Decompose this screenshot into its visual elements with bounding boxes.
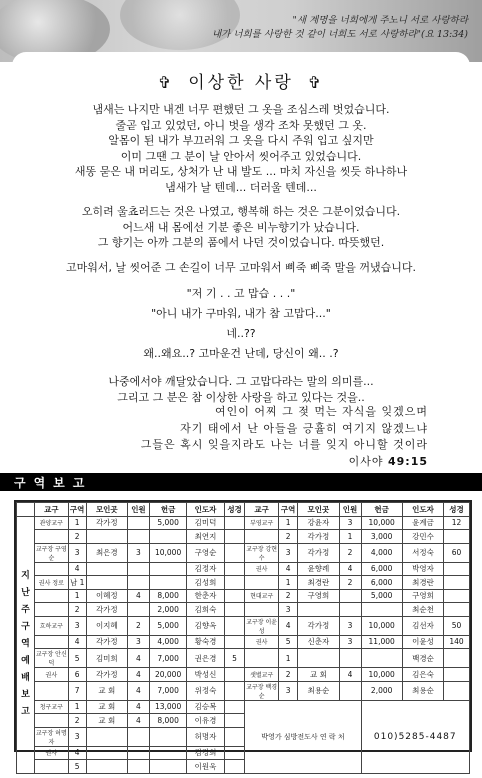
report-cell [224,714,245,728]
report-row [17,589,470,603]
report-cell: 교구장 이윤성 [245,616,279,635]
report-cell [224,589,245,603]
report-cell: 13,000 [149,700,186,714]
report-cell: 5,000 [149,616,186,635]
report-row [17,603,470,617]
report-row [17,576,470,590]
report-cell: 최용순 [402,681,443,700]
report-cell [224,516,245,530]
report-cell [35,562,69,576]
report-title: 구역보고 [14,476,93,490]
report-cell [245,649,279,668]
report-cell: 4,000 [361,543,402,562]
report-cell: 관양교구 [35,516,69,530]
report-cell: 140 [444,635,470,649]
bible-verse [60,404,428,470]
report-cell [127,576,149,590]
report-cell: 5 [278,635,297,649]
report-row [17,681,470,700]
story-body [20,102,462,414]
report-cell: 5,000 [149,516,186,530]
report-cell: 5,000 [361,589,402,603]
report-cell: 각가정 [86,635,127,649]
report-cell [298,603,339,617]
report-cell: 박성신 [187,668,224,682]
report-cell [224,616,245,635]
report-cell [149,727,186,746]
report-cell: 7,000 [149,649,186,668]
report-cell: 1 [68,589,86,603]
bible-book: 이사야 [348,454,384,468]
report-cell: 3 [339,635,361,649]
report-cell: 3 [278,543,297,562]
report-cell [224,746,245,760]
report-cell: 신춘자 [298,635,339,649]
report-cell: 김향옥 [187,616,224,635]
report-row [17,562,470,576]
report-cell [86,727,127,746]
report-cell: 남 1 [68,576,86,590]
report-cell: 교 회 [86,714,127,728]
report-cell: 4 [68,746,86,760]
story-dialogue [20,284,462,364]
report-cell [339,681,361,700]
report-cell [149,562,186,576]
dialogue-line: "아니 내가 구마워, 내가 참 고맙다..." [151,307,331,320]
header-verse [168,14,468,42]
report-cell [35,635,69,649]
report-cell: 부영교구 [245,516,279,530]
report-cell [444,603,470,617]
report-cell: 4 [127,700,149,714]
report-cell: 흐하교구 [35,616,69,635]
report-cell [86,530,127,544]
report-cell: 3 [68,616,86,635]
report-cell: 한춘자 [187,589,224,603]
report-cell: 김승복 [187,700,224,714]
col-header: 헌금 [149,503,186,517]
report-cell: 각가정 [298,616,339,635]
report-cell: 교구장 구영순 [35,543,69,562]
report-cell [127,516,149,530]
report-cell [127,760,149,774]
report-cell: 2 [278,668,297,682]
story-paragraph [20,102,462,195]
report-row [17,616,470,635]
report-cell: 3 [127,543,149,562]
report-cell: 4 [127,589,149,603]
story-line: 고마워서, 날 씻어준 그 손길이 너무 고마워서 삐죽 삐죽 말을 꺼냈습니다. [65,260,417,274]
report-cell [361,649,402,668]
report-cell: 4 [68,562,86,576]
report-cell: 2 [68,714,86,728]
report-cell: 각가정 [86,668,127,682]
report-cell: 최순천 [402,603,443,617]
report-cell: 3 [68,543,86,562]
report-cell: 1 [68,516,86,530]
report-cell: 최연지 [187,530,224,544]
report-cell [224,760,245,774]
report-cell: 6 [68,668,86,682]
story-line: 그리고 그 분은 참 이상한 사랑을 하고 있다는 것을.. [117,390,365,404]
report-cell: 4 [278,562,297,576]
report-cell: 4 [127,668,149,682]
report-cell: 최용순 [298,681,339,700]
story-line: 냄새가 날 텐데... 더러울 텐데... [165,180,317,194]
report-cell: 5 [224,649,245,668]
story-line: 나중에서야 깨달았습니다. 그 고맙다라는 말의 의미를... [108,375,374,388]
report-cell: 각가정 [298,530,339,544]
report-cell: 1 [278,576,297,590]
report-cell: 2,000 [361,681,402,700]
col-header: 구역 [68,503,86,517]
report-cell: 1 [278,516,297,530]
report-cell: 2 [68,603,86,617]
story-line: 냄새는 나지만 내겐 너무 편했던 그 옷을 조심스레 벗었습니다. [92,103,390,116]
report-cell [444,668,470,682]
report-cell: 이원욱 [187,760,224,774]
report-row [17,516,470,530]
report-cell: 4 [127,714,149,728]
report-row [17,635,470,649]
report-cell [35,714,69,728]
report-cell: 2 [278,589,297,603]
report-cell [86,746,127,760]
report-cell: 2 [68,530,86,544]
report-cell [86,576,127,590]
col-header: 인원 [127,503,149,517]
report-cell: 1 [68,700,86,714]
report-cell [127,746,149,760]
bible-reference [60,454,428,471]
report-cell: 2 [339,543,361,562]
report-cell [224,681,245,700]
report-cell [339,649,361,668]
story-line: 새똥 묻은 내 머리도, 상처가 난 내 발도 ... 마치 자신을 씻듯 하나하나 [74,165,408,178]
report-cell: 60 [444,543,470,562]
report-cell [224,603,245,617]
report-cell [245,576,279,590]
report-cell: 강민수 [402,530,443,544]
report-cell: 4 [278,616,297,635]
report-cell: 10,000 [361,516,402,530]
bible-line: 자기 태에서 난 아들을 긍휼히 여기지 않겠느냐 [180,421,428,435]
report-cell [127,727,149,746]
report-cell [298,649,339,668]
story-line: 알몸이 된 내가 부끄러워 그 옷을 다시 주워 입고 싶지만 [108,134,374,147]
story-line: 어느새 내 몸에선 기분 좋은 비누향기가 났습니다. [122,220,360,234]
report-cell: 김경희 [187,746,224,760]
report-cell [444,530,470,544]
col-header: 교구 [35,503,69,517]
report-cell: 구영순 [187,543,224,562]
story-line: 그 향기는 아까 그분의 품에서 나던 것이었습니다. 따뜻했던. [97,236,385,249]
report-cell: 서정숙 [402,543,443,562]
col-header: 모인곳 [86,503,127,517]
col-header: 인원 [339,503,361,517]
report-cell [35,760,69,774]
report-cell: 3 [278,603,297,617]
report-cell: 4 [127,681,149,700]
report-cell [444,562,470,576]
report-cell: 1 [339,530,361,544]
report-row [17,530,470,544]
report-row [17,700,470,714]
col-header: 교구 [245,503,279,517]
report-cell [444,576,470,590]
report-cell [224,727,245,746]
report-cell [35,589,69,603]
report-cell: 3 [278,681,297,700]
report-cell: 최은경 [86,543,127,562]
report-body [17,516,470,773]
report-cell: 7,000 [149,681,186,700]
story-line: 오히려 울쵸러드는 것은 나였고, 행복해 하는 것은 그분이었습니다. [81,205,401,218]
report-cell [149,746,186,760]
report-cell: 김은숙 [402,668,443,682]
report-cell: 최경란 [298,576,339,590]
report-cell: 청구교구 [35,700,69,714]
report-cell: 4 [68,635,86,649]
report-cell: 2 [339,576,361,590]
report-cell [224,530,245,544]
header-blank [17,503,35,517]
report-cell: 6,000 [361,562,402,576]
report-row [17,668,470,682]
story-title [0,68,482,93]
report-cell [149,760,186,774]
report-cell: 1 [278,649,297,668]
report-group-label: 지 난 주 구 역 예 배 보 고 [17,516,35,773]
story-paragraph [20,374,462,405]
report-cell [224,562,245,576]
report-cell: 백경순 [402,649,443,668]
report-cell: 권은경 [187,649,224,668]
report-cell: 김선자 [402,616,443,635]
report-cell: 20,000 [149,668,186,682]
report-cell: 5 [68,649,86,668]
story-paragraph [20,260,462,276]
report-cell: 3 [339,516,361,530]
report-cell: 2,000 [149,603,186,617]
report-cell: 각가정 [86,603,127,617]
report-cell: 권사 [35,746,69,760]
dialogue-line: 왜..왜요..? 고마운건 난데, 당신이 왜.. .? [143,347,339,360]
report-cell: 교구장 강현수 [245,543,279,562]
col-header: 구역 [278,503,297,517]
bible-line: 그들은 혹시 잊을지라도 나는 너를 잊지 아니할 것이라 [140,438,428,451]
report-cell [444,681,470,700]
dialogue-line: 네..?? [226,327,256,340]
report-cell: 윤향례 [298,562,339,576]
report-cell: 위정숙 [187,681,224,700]
report-cell: 3 [339,616,361,635]
bible-line: 여인이 어찌 그 젖 먹는 자식을 잊겠으며 [215,405,428,418]
report-cell [127,530,149,544]
col-header: 인도자 [402,503,443,517]
report-cell: 김정자 [187,562,224,576]
report-cell: 교구장 허명자 [35,727,69,746]
report-cell: 권사 [245,635,279,649]
report-cell: 교 회 [86,681,127,700]
report-cell [224,700,245,714]
report-cell: 8,000 [149,589,186,603]
report-cell [224,543,245,562]
report-cell: 이윤성 [402,635,443,649]
report-cell: 각가정 [298,543,339,562]
report-cell: 11,000 [361,635,402,649]
report-cell [245,530,279,544]
report-cell: 구영희 [298,589,339,603]
report-cell: 2 [278,530,297,544]
report-cell [339,589,361,603]
cross-icon: ✞ [157,73,175,92]
report-cell: 이지혜 [86,616,127,635]
contact-label: 박영가 심방전도사 연 락 처 [245,700,361,773]
col-header: 모인곳 [298,503,339,517]
report-cell: 교구장 안신덕 [35,649,69,668]
report-cell [245,603,279,617]
report-cell: 권사 [35,668,69,682]
report-cell: 7 [68,681,86,700]
report-cell: 김희숙 [187,603,224,617]
report-cell: 50 [444,616,470,635]
report-cell: 김성희 [187,576,224,590]
report-cell [224,576,245,590]
report-cell: 박영자 [402,562,443,576]
header-verse-line: 내가 너희를 사랑한 것 같이 너희도 서로 사랑하라"(요 13:34) [211,29,468,40]
report-cell: 12 [444,516,470,530]
report-cell [86,760,127,774]
report-cell [127,603,149,617]
report-cell [444,589,470,603]
report-cell: 4 [339,562,361,576]
report-cell: 허명자 [187,727,224,746]
report-cell [224,668,245,682]
report-cell [35,603,69,617]
report-cell [86,562,127,576]
story-paragraph [20,204,462,251]
report-cell: 10,000 [361,668,402,682]
report-cell: 6,000 [361,576,402,590]
report-cell: 5 [68,760,86,774]
report-cell [149,576,186,590]
bible-chapter-verse: 49:15 [387,454,428,468]
col-header: 헌금 [361,503,402,517]
report-cell: 3 [127,635,149,649]
report-cell [127,562,149,576]
col-header: 성경 [444,503,470,517]
story-title-text: 이상한 사랑 [188,73,294,93]
report-table-frame [14,500,472,771]
dialogue-line: "저 기 . . 고 맙습 . . ." [186,287,296,300]
story-line: 이미 그땐 그 분이 날 안아서 씻어주고 있었습니다. [120,149,362,163]
report-cell: 2 [127,616,149,635]
report-cell [35,681,69,700]
report-cell [149,530,186,544]
report-cell: 황숙경 [187,635,224,649]
report-cell: 구영희 [402,589,443,603]
report-cell: 권사 [245,562,279,576]
report-cell: 김미덕 [187,516,224,530]
report-cell: 각가정 [86,516,127,530]
report-cell: 3 [68,727,86,746]
report-cell: 4,000 [149,635,186,649]
report-cell: 샛별교구 [245,668,279,682]
report-cell: 교구장 백경순 [245,681,279,700]
report-header-row [17,503,470,517]
report-cell: 10,000 [149,543,186,562]
col-header: 인도자 [187,503,224,517]
col-header: 성경 [224,503,245,517]
report-cell: 10,000 [361,616,402,635]
cross-icon: ✞ [307,73,325,92]
report-row [17,543,470,562]
report-cell: 윤계금 [402,516,443,530]
report-cell [444,649,470,668]
report-cell: 강윤자 [298,516,339,530]
report-cell: 이혜정 [86,589,127,603]
report-cell [224,635,245,649]
report-cell: 교 회 [86,700,127,714]
report-cell [361,603,402,617]
report-cell: 김미희 [86,649,127,668]
report-cell [339,603,361,617]
report-cell: 최경란 [402,576,443,590]
story-line: 줄곧 입고 있었던, 아니 벗을 생각 조차 못했던 그 옷. [115,118,367,132]
report-cell: 이유경 [187,714,224,728]
contact-phone: 010)5285-4487 [361,700,469,773]
report-cell: 현대교구 [245,589,279,603]
report-cell [35,530,69,544]
header-verse-line: "새 계명을 너희에게 주노니 서로 사랑하라 [292,15,468,26]
report-cell: 4 [127,649,149,668]
report-cell: 8,000 [149,714,186,728]
report-row [17,649,470,668]
report-cell: 3,000 [361,530,402,544]
report-cell: 권사 정로 [35,576,69,590]
report-table [16,502,470,774]
report-cell: 4 [339,668,361,682]
report-cell: 교 회 [298,668,339,682]
report-section-bar [0,473,482,491]
